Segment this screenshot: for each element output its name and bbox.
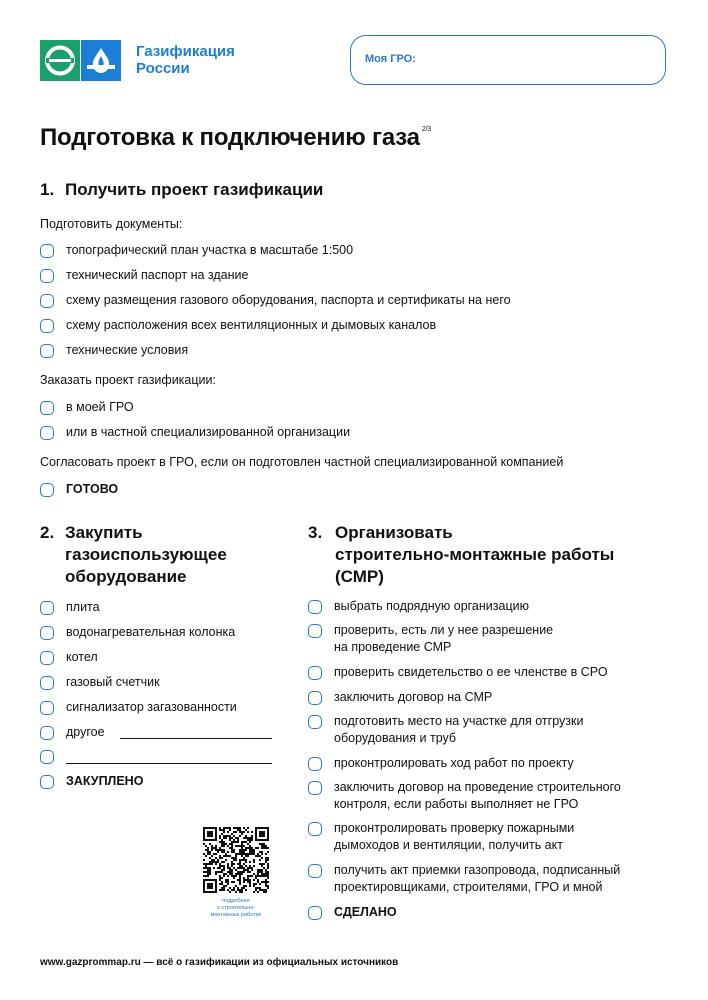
item-text: в моей ГРО [66, 400, 134, 414]
checkbox[interactable] [40, 401, 54, 415]
checkbox[interactable] [40, 726, 54, 740]
checkbox[interactable] [308, 864, 322, 878]
other-write-in-line[interactable] [120, 738, 272, 739]
checkbox[interactable] [40, 426, 54, 440]
item-line: заключить договор на проведение строительного [334, 780, 621, 794]
brand-line-2: России [136, 60, 190, 77]
docs-label: Подготовить документы: [40, 217, 183, 231]
checkbox[interactable] [40, 701, 54, 715]
page-title-text: Подготовка к подключению газа [40, 124, 420, 151]
qr-code[interactable] [203, 827, 269, 893]
checklist-item[interactable] [308, 691, 492, 706]
qr-caption [200, 898, 272, 919]
item-text: сигнализатор загазованности [66, 700, 237, 714]
item-text [334, 862, 620, 896]
item-line: выбрать подрядную организацию [334, 599, 529, 613]
section-3-heading [308, 522, 614, 588]
done-text: СДЕЛАНО [334, 905, 397, 919]
checkbox[interactable] [40, 269, 54, 283]
section-2-number: 2. [40, 523, 55, 542]
checkbox[interactable] [40, 651, 54, 665]
checklist-item[interactable] [308, 666, 608, 681]
section-1-heading [40, 179, 323, 201]
checklist-item-blank[interactable] [40, 750, 54, 764]
item-text [334, 689, 492, 706]
page-number: 2/3 [421, 126, 431, 133]
checkbox[interactable] [40, 775, 54, 789]
checklist-item[interactable] [308, 822, 574, 854]
qr-caption-line: монтажных работах [210, 912, 262, 918]
done-text: ЗАКУПЛЕНО [66, 774, 144, 788]
item-text [334, 598, 529, 615]
item-text: схему расположения всех вентиляционных и дымовых каналов [66, 318, 437, 332]
checklist-item[interactable] [40, 426, 350, 441]
checklist-item[interactable] [40, 651, 98, 666]
done-text: ГОТОВО [66, 482, 119, 496]
checklist-item-other[interactable] [40, 726, 105, 741]
checkbox[interactable] [40, 626, 54, 640]
my-gro-label: Моя ГРО: [365, 53, 416, 65]
section-1-title: Получить проект газификации [65, 180, 324, 199]
checkbox[interactable] [308, 906, 322, 920]
checklist-item[interactable] [40, 676, 160, 691]
item-text: топографический план участка в масштабе 1:500 [66, 243, 354, 257]
checkbox[interactable] [308, 757, 322, 771]
checkbox[interactable] [40, 244, 54, 258]
item-text: другое [66, 725, 105, 739]
checkbox[interactable] [40, 676, 54, 690]
item-text: технические условия [66, 343, 189, 357]
item-line: проверить, есть ли у нее разрешение [334, 623, 554, 637]
gazprom-logo [40, 40, 121, 81]
blank-write-in-line[interactable] [66, 763, 272, 764]
checklist-item[interactable] [40, 701, 237, 716]
checklist-item[interactable] [40, 626, 235, 641]
item-line: оборудования и труб [334, 731, 457, 745]
item-text: водонагревательная колонка [66, 625, 236, 639]
checkbox[interactable] [308, 624, 322, 638]
section-2-heading [40, 522, 227, 588]
item-line: на проведение СМР [334, 640, 452, 654]
checkbox[interactable] [40, 601, 54, 615]
qr-caption-line: подробнее [222, 898, 250, 904]
section-3-title-line: (СМР) [335, 567, 384, 586]
checkbox[interactable] [308, 715, 322, 729]
item-text [334, 664, 608, 681]
item-text [334, 820, 574, 854]
checklist-item[interactable] [308, 757, 574, 772]
checklist-done[interactable] [40, 775, 143, 790]
checklist-item[interactable] [40, 319, 436, 334]
footer-text: www.gazprommap.ru — всё о газификации из официальных источников [40, 957, 399, 968]
item-line: заключить договор на СМР [334, 690, 493, 704]
item-text: газовый счетчик [66, 675, 160, 689]
checklist-item[interactable] [40, 294, 511, 309]
item-line: контроля, если работы выполняет не ГРО [334, 797, 579, 811]
checklist-item[interactable] [40, 344, 188, 359]
checklist-item[interactable] [40, 601, 100, 616]
checkbox[interactable] [40, 294, 54, 308]
qr-caption-line: о строительно- [216, 905, 256, 911]
item-text [334, 755, 574, 772]
checklist-item[interactable] [40, 401, 134, 416]
section-3-title-line: строительно-монтажные работы [335, 545, 615, 564]
checkbox[interactable] [40, 319, 54, 333]
checkbox[interactable] [308, 822, 322, 836]
my-gro-field[interactable] [350, 35, 666, 85]
agree-label: Согласовать проект в ГРО, если он подготовлен частной специализированной компанией [40, 455, 564, 469]
checklist-done[interactable] [308, 906, 397, 921]
item-line: получить акт приемки газопровода, подписанный [334, 863, 621, 877]
brand-name [136, 43, 235, 77]
checklist-item[interactable] [40, 269, 248, 284]
item-line: подготовить место на участке для отгрузки [334, 714, 584, 728]
item-text: плита [66, 600, 100, 614]
section-3-title-line: Организовать [335, 523, 453, 542]
checklist-item[interactable] [308, 624, 553, 656]
item-text: или в частной специализированной организации [66, 425, 351, 439]
item-text: технический паспорт на здание [66, 268, 249, 282]
page-title [40, 124, 431, 152]
checkbox[interactable] [40, 344, 54, 358]
item-text [334, 779, 621, 813]
checkbox[interactable] [308, 666, 322, 680]
checklist-item[interactable] [40, 244, 353, 259]
checkbox[interactable] [308, 691, 322, 705]
item-line: проверить свидетельство о ее членстве в СРО [334, 665, 608, 679]
item-line: проектировщиками, строителями, ГРО и мной [334, 880, 603, 894]
item-line: проконтролировать проверку пожарными [334, 821, 575, 835]
item-line: проконтролировать ход работ по проекту [334, 756, 574, 770]
checklist-item[interactable] [308, 600, 529, 615]
section-2-title-line: Закупить [65, 523, 143, 542]
checklist-item[interactable] [308, 715, 583, 747]
item-line: дымоходов и вентиляции, получить акт [334, 838, 563, 852]
section-2-title-line: оборудование [65, 567, 187, 586]
item-text: котел [66, 650, 98, 664]
brand-line-1: Газификация [136, 43, 235, 60]
section-3-number: 3. [308, 523, 323, 542]
checkbox[interactable] [308, 600, 322, 614]
checkbox[interactable] [308, 781, 322, 795]
section-1-number: 1. [40, 180, 55, 199]
checklist-done[interactable] [40, 483, 118, 498]
checkbox[interactable] [40, 483, 54, 497]
item-text [334, 622, 553, 656]
checklist-item[interactable] [308, 781, 621, 813]
section-2-title-line: газоиспользующее [65, 545, 227, 564]
item-text [334, 713, 583, 747]
checklist-item[interactable] [308, 864, 620, 896]
checkbox[interactable] [40, 750, 54, 764]
item-text: схему размещения газового оборудования, паспорта и сертификаты на него [66, 293, 511, 307]
order-label: Заказать проект газификации: [40, 373, 216, 387]
